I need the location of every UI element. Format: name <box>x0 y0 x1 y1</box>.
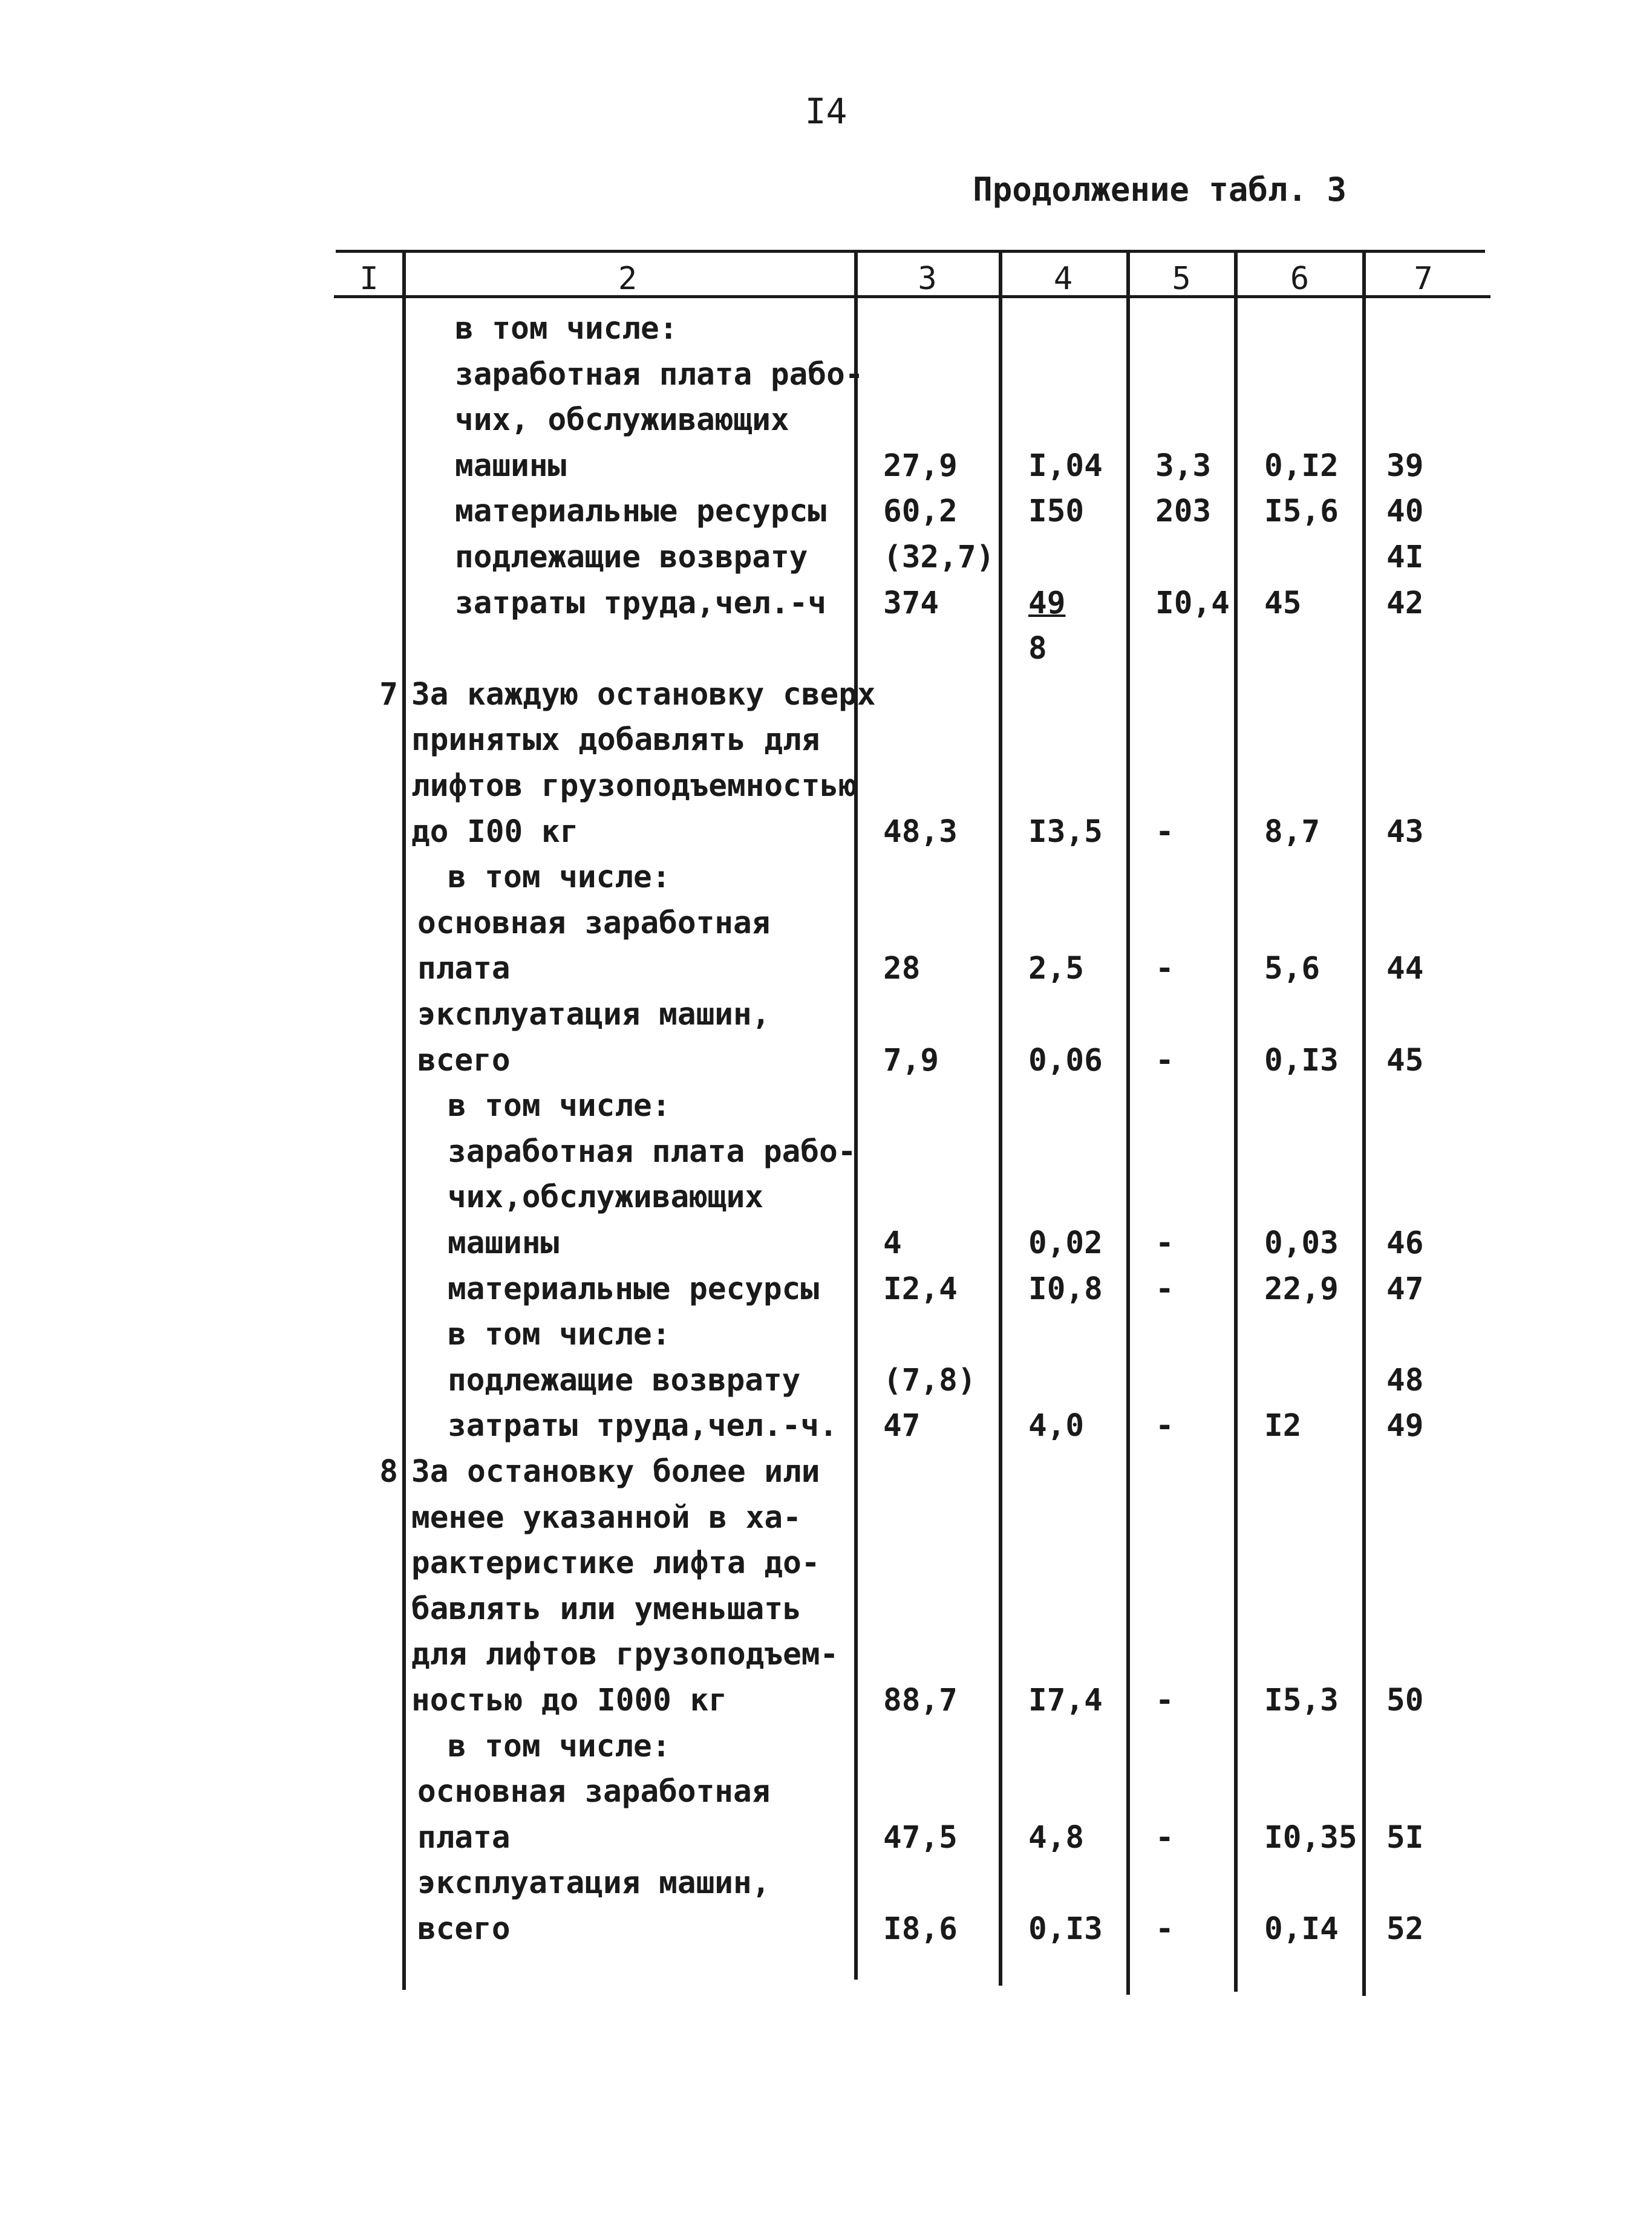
row-number <box>363 1724 398 1770</box>
row-description: материальные ресурсы <box>448 1271 820 1307</box>
header-col-1: I <box>359 261 379 297</box>
row-description: За остановку более или <box>411 1454 820 1490</box>
cell-col-4: 8 <box>1028 631 1047 667</box>
row-description: подлежащие возврату <box>448 1362 801 1398</box>
row-description: За каждую остановку сверх <box>411 676 876 712</box>
table-row <box>0 1083 1652 1129</box>
table-row <box>0 443 1652 489</box>
table-row <box>0 1175 1652 1221</box>
row-description: чих, обслуживающих <box>455 402 789 439</box>
row-description: для лифтов грузоподъем- <box>411 1637 839 1673</box>
cell-col-5: - <box>1155 1042 1174 1078</box>
cell-col-3: 28 <box>883 951 921 987</box>
cell-col-7: 50 <box>1386 1683 1424 1718</box>
row-description: основная заработная <box>417 905 771 941</box>
header-col-5: 5 <box>1172 261 1191 297</box>
table-row <box>0 1449 1652 1495</box>
table-row <box>0 1267 1652 1312</box>
cell-col-4: 0,I3 <box>1028 1911 1103 1947</box>
row-description: затраты труда,чел.-ч. <box>448 1408 838 1444</box>
cell-col-3: 374 <box>883 585 939 621</box>
cell-col-6: 0,03 <box>1264 1225 1339 1261</box>
table-row <box>0 1312 1652 1358</box>
row-number <box>363 1038 398 1084</box>
row-description: менее указанной в ха- <box>411 1499 802 1536</box>
cell-col-4: I,04 <box>1028 448 1103 484</box>
row-description: подлежащие возврату <box>455 540 808 575</box>
cell-col-4: 4,0 <box>1028 1408 1085 1444</box>
row-number <box>363 1129 398 1175</box>
row-number <box>363 901 398 947</box>
table-row <box>0 992 1652 1038</box>
cell-col-3: 4 <box>883 1225 902 1261</box>
cell-col-6: I5,6 <box>1264 494 1339 530</box>
row-description: затраты труда,чел.-ч <box>455 585 827 621</box>
row-number <box>363 946 398 992</box>
header-col-3: 3 <box>918 261 937 297</box>
table-row <box>0 901 1652 947</box>
row-description: принятых добавлять для <box>411 722 820 758</box>
cell-col-6: 8,7 <box>1264 813 1321 850</box>
page-number: I4 <box>805 91 847 132</box>
header-col-2: 2 <box>618 261 638 297</box>
table-row <box>0 1769 1652 1815</box>
cell-col-3: 7,9 <box>883 1042 939 1078</box>
cell-col-3: 88,7 <box>883 1683 958 1718</box>
table-row <box>0 672 1652 718</box>
row-description: плата <box>417 951 511 987</box>
row-number <box>363 489 398 535</box>
cell-col-6: 5,6 <box>1264 951 1321 987</box>
cell-col-4: 0,06 <box>1028 1042 1103 1078</box>
row-description: в том числе: <box>455 311 678 347</box>
cell-col-6: 0,I2 <box>1264 448 1339 484</box>
cell-col-5: - <box>1155 813 1174 850</box>
row-description: в том числе: <box>448 859 671 896</box>
cell-col-3: 47,5 <box>883 1819 958 1856</box>
cell-col-3: I2,4 <box>883 1271 958 1307</box>
row-number <box>363 306 398 352</box>
cell-col-5: - <box>1155 1408 1174 1444</box>
row-number <box>363 1312 398 1358</box>
row-description: в том числе: <box>448 1317 671 1353</box>
row-number <box>363 352 398 398</box>
row-number <box>363 992 398 1038</box>
row-number <box>363 1175 398 1221</box>
cell-col-4: I7,4 <box>1028 1683 1103 1718</box>
table-row <box>0 946 1652 992</box>
table-caption: Продолжение табл. 3 <box>973 171 1347 209</box>
row-description: рактеристике лифта до- <box>411 1545 820 1582</box>
row-description: эксплуатация машин, <box>417 1865 771 1902</box>
table-row <box>0 1221 1652 1267</box>
table-row <box>0 1724 1652 1770</box>
cell-col-5: - <box>1155 1683 1174 1718</box>
cell-col-7: 49 <box>1386 1408 1424 1444</box>
cell-col-6: 45 <box>1264 585 1302 621</box>
table-row <box>0 717 1652 763</box>
row-number <box>363 717 398 763</box>
row-description: всего <box>417 1911 511 1947</box>
cell-col-5: I0,4 <box>1155 585 1230 621</box>
cell-col-5: - <box>1155 1225 1174 1261</box>
cell-col-4: I3,5 <box>1028 813 1103 850</box>
row-number <box>363 626 398 672</box>
row-description: основная заработная <box>417 1774 771 1810</box>
row-number <box>363 1083 398 1129</box>
table-row <box>0 763 1652 809</box>
header-col-6: 6 <box>1290 261 1310 297</box>
row-number: 7 <box>379 676 398 712</box>
table-row <box>0 626 1652 672</box>
table-row <box>0 1403 1652 1449</box>
cell-col-7: 40 <box>1386 494 1424 530</box>
row-description: ностью до I000 кг <box>411 1683 727 1718</box>
cell-col-7: 44 <box>1386 951 1424 987</box>
cell-col-7: 47 <box>1386 1271 1424 1307</box>
row-description: в том числе: <box>448 1088 671 1124</box>
table-row <box>0 1860 1652 1906</box>
row-number <box>363 1358 398 1404</box>
row-description: до I00 кг <box>411 813 579 850</box>
table-row <box>0 1906 1652 1952</box>
row-description: лифтов грузоподъемностью <box>411 768 857 804</box>
cell-col-6: I0,35 <box>1264 1819 1357 1856</box>
cell-col-6: 0,I3 <box>1264 1042 1339 1078</box>
row-number <box>363 581 398 627</box>
row-number <box>363 855 398 901</box>
table-row <box>0 1678 1652 1724</box>
table-row <box>0 1632 1652 1678</box>
cell-col-7: 48 <box>1386 1362 1424 1398</box>
cell-col-7: 52 <box>1386 1911 1424 1947</box>
row-number <box>363 1495 398 1541</box>
table-row <box>0 1586 1652 1632</box>
row-number <box>363 809 398 855</box>
row-description: эксплуатация машин, <box>417 997 771 1032</box>
table-row <box>0 535 1652 581</box>
row-number <box>363 1540 398 1586</box>
cell-col-6: 0,I4 <box>1264 1911 1339 1947</box>
cell-col-4: 2,5 <box>1028 951 1085 987</box>
cell-col-7: 39 <box>1386 448 1424 484</box>
cell-col-3: (7,8) <box>883 1362 976 1398</box>
cell-col-7: 45 <box>1386 1042 1424 1078</box>
cell-col-6: 22,9 <box>1264 1271 1339 1307</box>
table-row <box>0 1495 1652 1541</box>
row-number: 8 <box>379 1454 398 1490</box>
table-row <box>0 397 1652 443</box>
row-number <box>363 1632 398 1678</box>
row-number <box>363 1586 398 1632</box>
cell-col-7: 46 <box>1386 1225 1424 1261</box>
row-number <box>363 763 398 809</box>
cell-col-4: 49 <box>1028 585 1066 621</box>
table-row <box>0 855 1652 901</box>
header-col-4: 4 <box>1053 261 1073 297</box>
cell-col-7: 5I <box>1386 1819 1424 1856</box>
row-description: машины <box>455 448 567 484</box>
cell-col-3: I8,6 <box>883 1911 958 1947</box>
row-description: бавлять или уменьшать <box>411 1591 802 1627</box>
row-number <box>363 1906 398 1952</box>
table-row <box>0 1038 1652 1084</box>
cell-col-5: 203 <box>1155 494 1212 530</box>
cell-col-5: - <box>1155 1819 1174 1856</box>
cell-col-4: I0,8 <box>1028 1271 1103 1307</box>
header-col-7: 7 <box>1414 261 1433 297</box>
cell-col-6: I5,3 <box>1264 1683 1339 1718</box>
row-description: машины <box>448 1225 560 1261</box>
row-number <box>363 1678 398 1724</box>
row-number <box>363 443 398 489</box>
cell-col-3: 48,3 <box>883 813 958 850</box>
cell-col-5: - <box>1155 1271 1174 1307</box>
table-row <box>0 489 1652 535</box>
table-row <box>0 306 1652 352</box>
row-number <box>363 1403 398 1449</box>
row-description: чих,обслуживающих <box>448 1179 763 1216</box>
cell-col-4: 0,02 <box>1028 1225 1103 1261</box>
row-description: всего <box>417 1042 511 1078</box>
cell-col-4: 4,8 <box>1028 1819 1085 1856</box>
table-row <box>0 1815 1652 1861</box>
row-description: заработная плата рабо- <box>455 356 864 393</box>
table-row <box>0 1129 1652 1175</box>
table-row <box>0 352 1652 398</box>
cell-col-6: I2 <box>1264 1408 1302 1444</box>
row-description: в том числе: <box>448 1728 671 1764</box>
row-number <box>363 1221 398 1267</box>
cell-col-7: 43 <box>1386 813 1424 850</box>
table-row <box>0 1358 1652 1404</box>
cell-col-4: I50 <box>1028 494 1085 530</box>
row-number <box>363 1769 398 1815</box>
cell-col-3: 27,9 <box>883 448 958 484</box>
row-number <box>363 1860 398 1906</box>
cell-col-3: (32,7) <box>883 540 995 575</box>
row-number <box>363 535 398 581</box>
cell-col-5: 3,3 <box>1155 448 1212 484</box>
table-top-rule <box>336 250 1485 253</box>
cell-col-3: 60,2 <box>883 494 958 530</box>
table-row <box>0 809 1652 855</box>
cell-col-7: 42 <box>1386 585 1424 621</box>
row-description: заработная плата рабо- <box>448 1133 857 1170</box>
cell-col-5: - <box>1155 1911 1174 1947</box>
row-description: плата <box>417 1819 511 1856</box>
cell-col-7: 4I <box>1386 540 1424 575</box>
table-row <box>0 1540 1652 1586</box>
table-row <box>0 581 1652 627</box>
cell-col-5: - <box>1155 951 1174 987</box>
row-number <box>363 1267 398 1312</box>
row-number <box>363 1815 398 1861</box>
cell-col-3: 47 <box>883 1408 921 1444</box>
row-description: материальные ресурсы <box>455 494 827 530</box>
row-number <box>363 397 398 443</box>
